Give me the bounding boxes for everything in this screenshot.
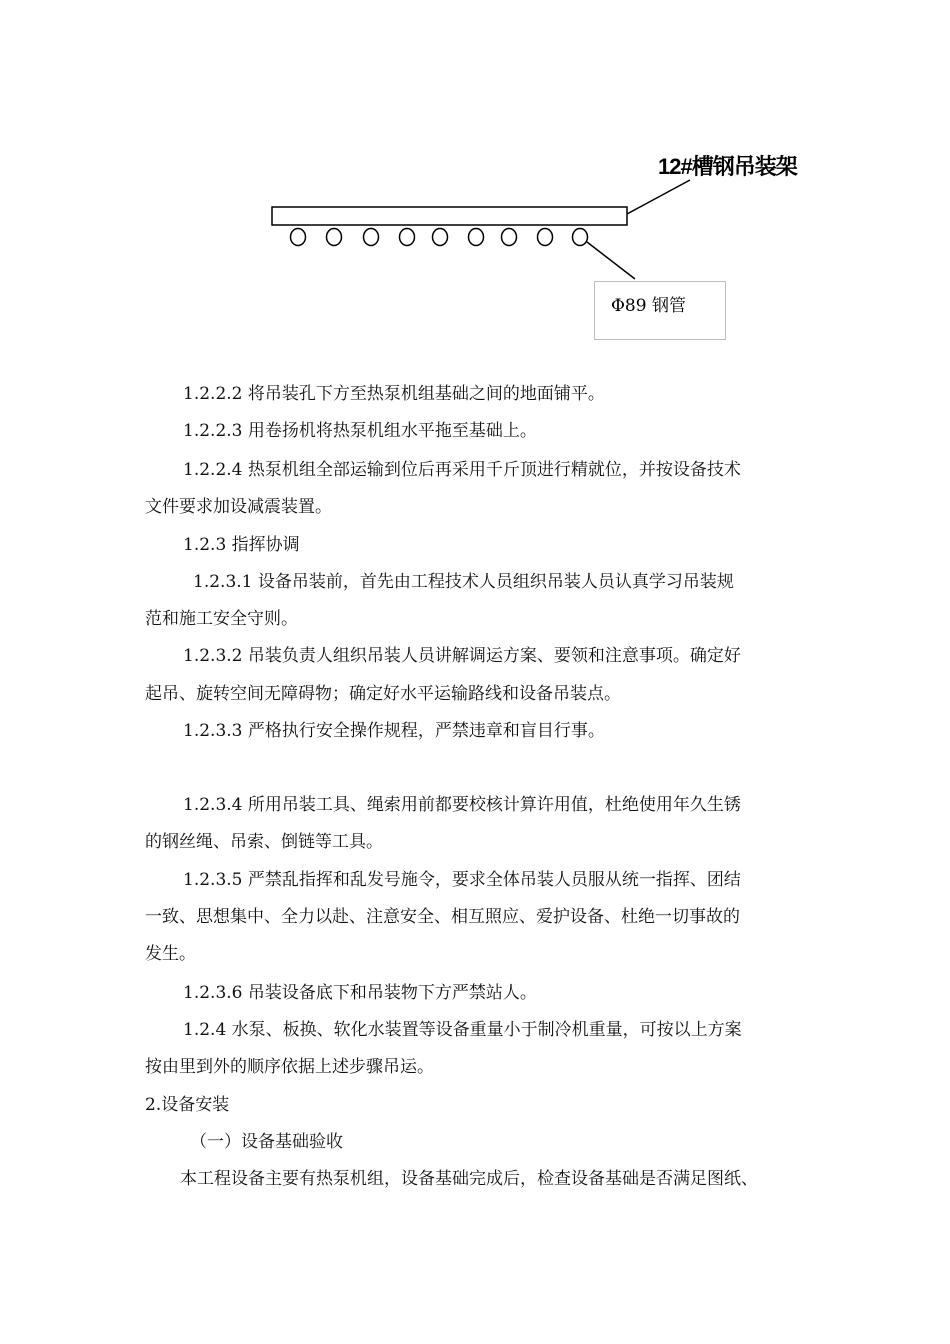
beam-label: 12#槽钢吊装架 — [658, 154, 797, 179]
paragraph-1-2-3-5-line2: 一致、思想集中、全力以赴、注意安全、相互照应、爱护设备、杜绝一切事故的 — [145, 907, 740, 927]
pipe-leader-line — [587, 242, 635, 279]
paragraph-1-2-2-4-line2: 文件要求加设减震装置。 — [145, 497, 332, 517]
pipe-circle — [400, 229, 415, 246]
paragraph-1-2-3-4-line2: 的钢丝绳、吊索、倒链等工具。 — [145, 832, 383, 852]
pipe-label: Φ89 钢管 — [611, 296, 686, 316]
paragraph-1-2-3-1-line2: 范和施工安全守则。 — [145, 609, 298, 629]
steel-pipes — [291, 229, 588, 246]
pipe-circle — [469, 229, 484, 246]
paragraph-1-2-3-3: 1.2.3.3 严格执行安全操作规程，严禁违章和盲目行事。 — [183, 721, 605, 741]
paragraph-1-2-3-4-line1: 1.2.3.4 所用吊装工具、绳索用前都要校核计算许用值，杜绝使用年久生锈 — [183, 795, 741, 815]
paragraph-foundation-check: 本工程设备主要有热泵机组，设备基础完成后，检查设备基础是否满足图纸、 — [180, 1169, 758, 1189]
pipe-circle — [291, 229, 306, 246]
beam-leader-line — [627, 180, 690, 214]
paragraph-1-2-2-2: 1.2.2.2 将吊装孔下方至热泵机组基础之间的地面铺平。 — [183, 384, 605, 404]
pipe-circle — [573, 229, 588, 246]
heading-1-2-3: 1.2.3 指挥协调 — [183, 535, 300, 555]
paragraph-1-2-2-4-line1: 1.2.2.4 热泵机组全部运输到位后再采用千斤顶进行精就位，并按设备技术 — [183, 460, 741, 480]
pipe-circle — [364, 229, 379, 246]
lifting-frame-diagram — [0, 0, 950, 350]
pipe-circle — [502, 229, 517, 246]
pipe-circle — [538, 229, 553, 246]
paragraph-1-2-3-2-line2: 起吊、旋转空间无障碍物；确定好水平运输路线和设备吊装点。 — [145, 684, 621, 704]
paragraph-1-2-3-1-line1: 1.2.3.1 设备吊装前，首先由工程技术人员组织吊装人员认真学习吊装规 — [193, 572, 734, 592]
paragraph-1-2-3-5-line3: 发生。 — [145, 944, 196, 964]
heading-equipment-foundation-acceptance: （一）设备基础验收 — [190, 1132, 343, 1152]
pipe-circle — [433, 229, 448, 246]
channel-steel-beam — [272, 207, 627, 225]
paragraph-1-2-2-3: 1.2.2.3 用卷扬机将热泵机组水平拖至基础上。 — [183, 421, 537, 441]
paragraph-1-2-3-5-line1: 1.2.3.5 严禁乱指挥和乱发号施令，要求全体吊装人员服从统一指挥、团结 — [183, 870, 741, 890]
pipe-label-box — [594, 281, 726, 340]
heading-2-equipment-installation: 2.设备安装 — [145, 1095, 230, 1115]
pipe-circle — [327, 229, 342, 246]
paragraph-1-2-4-line2: 按由里到外的顺序依据上述步骤吊运。 — [145, 1057, 434, 1077]
diagram-drawing — [0, 0, 950, 350]
paragraph-1-2-4-line1: 1.2.4 水泵、板换、软化水装置等设备重量小于制冷机重量，可按以上方案 — [183, 1020, 742, 1040]
paragraph-1-2-3-6: 1.2.3.6 吊装设备底下和吊装物下方严禁站人。 — [183, 983, 537, 1003]
paragraph-1-2-3-2-line1: 1.2.3.2 吊装负责人组织吊装人员讲解调运方案、要领和注意事项。确定好 — [183, 646, 741, 666]
